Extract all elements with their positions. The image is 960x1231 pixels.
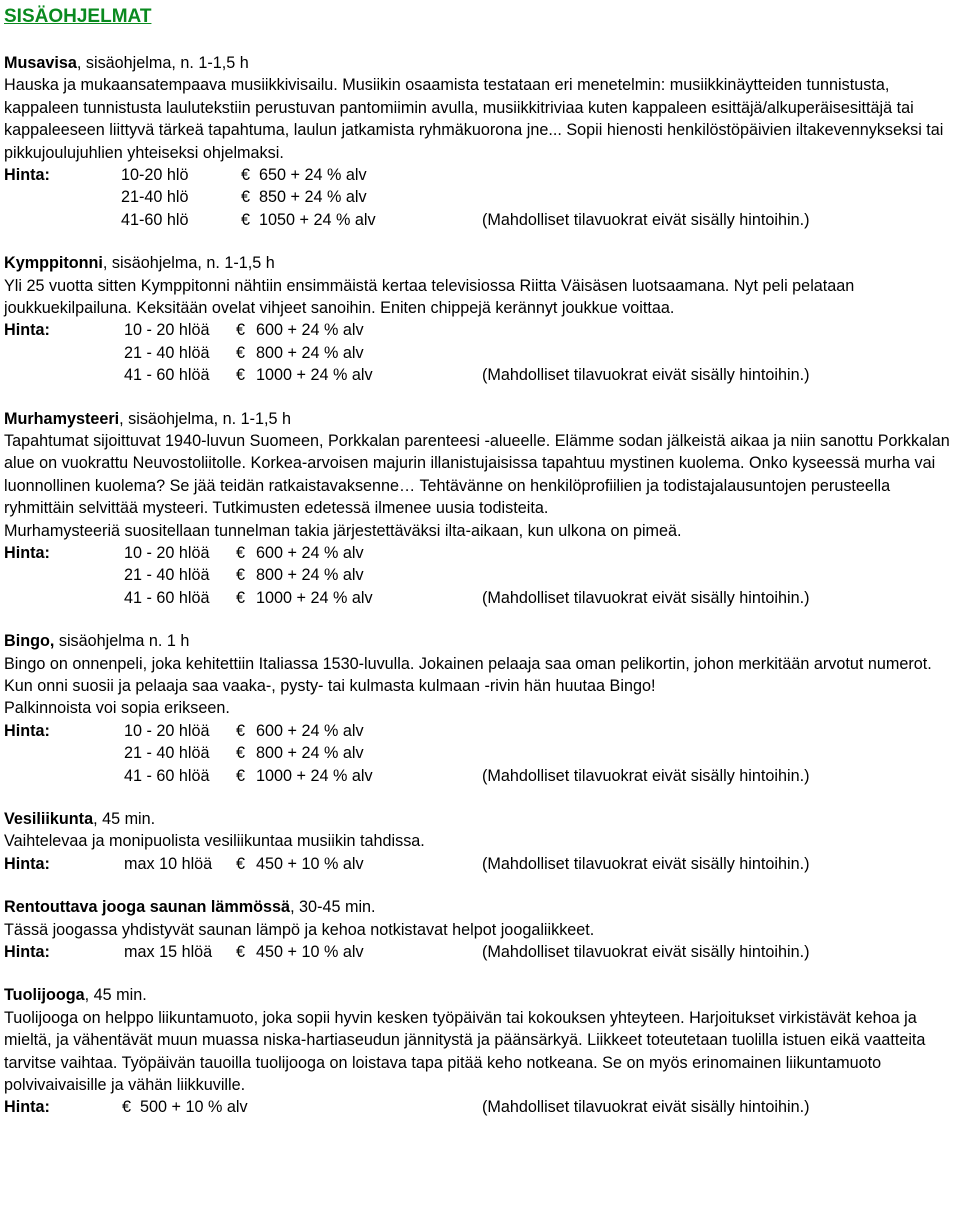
program-description: Palkinnoista voi sopia erikseen. [4, 699, 230, 718]
program-heading [4, 984, 956, 1006]
price-amount: 1000 + 24 % alv [256, 366, 373, 385]
price-amount: 1000 + 24 % alv [256, 588, 373, 607]
euro-sign: € [236, 744, 246, 763]
program-name: Tuolijooga [4, 986, 85, 1005]
program-heading [4, 52, 956, 74]
euro-sign: € [236, 321, 246, 340]
price-note: (Mahdolliset tilavuokrat eivät sisälly hintoihin.) [482, 588, 810, 607]
program-sauna-yoga [4, 896, 956, 963]
program-heading [4, 896, 956, 918]
price-group: 10-20 hlö [121, 166, 189, 185]
price-label: Hinta: [4, 943, 50, 962]
price-label: Hinta: [4, 321, 50, 340]
program-heading [4, 808, 956, 830]
price-row [4, 1096, 956, 1118]
program-musavisa [4, 52, 956, 231]
program-kymppitonni [4, 252, 956, 386]
program-meta: sisäohjelma n. 1 h [54, 632, 190, 651]
program-description: Tuolijooga on helppo liikuntamuoto, joka sopii hyvin kesken työpäivän tai kokouksen yhteyteen. Harjoitukset virkistävät kehoa ja mieltä, ja vähentävät muun muassa niska-hartiaseudun jännitystä ja päänsärkyä. Liikkeet toteutetaan tuolilla istuen eikä vaatteita tarvitse vaihtaa. Työpäivän tauoilla tuolijooga on loistava tapa pitää keho notkeana. Se on myös erinomainen liikuntamuoto polvivaivaisille ja vähän liikkuville. [4, 1008, 926, 1095]
price-row [4, 164, 956, 186]
euro-sign: € [236, 544, 246, 563]
euro-sign: € [241, 166, 251, 185]
euro-sign: € [236, 366, 246, 385]
price-amount: 1050 + 24 % alv [259, 210, 376, 229]
price-row [4, 342, 956, 364]
price-note: (Mahdolliset tilavuokrat eivät sisälly hintoihin.) [482, 366, 810, 385]
price-amount: 800 + 24 % alv [256, 744, 364, 763]
euro-sign: € [236, 766, 246, 785]
price-row [4, 209, 956, 231]
price-amount: 850 + 24 % alv [259, 188, 367, 207]
program-name: Musavisa [4, 54, 77, 72]
program-description: Tapahtumat sijoittuvat 1940-luvun Suomeen, Porkkalan parenteesi -alueelle. Elämme sodan jälkeistä aikaa ja niin sanottu Porkkalan alue on vuokrattu Neuvostoliitolle. Korkea-arvoisen majurin illanistujaisissa tapahtuu mystinen kuolema. Onko kyseessä murha vai luonnollinen kuolema? Se jää teidän ratkaistavaksenne… Tehtävänne on henkilöprofiilien ja todistajalausuntojen perusteella ryhmittäin selvittää mysteeri. Tutkimusten edetessä ilmenee uusia todisteita. [4, 432, 950, 518]
program-description: Bingo on onnenpeli, joka kehitettiin Italiassa 1530-luvulla. Jokainen pelaaja saa oman pelikortin, johon merkitään arvotut numerot. Kun onni suosii ja pelaaja saa vaaka-, pysty- tai kulmasta kulmaan -rivin hän huutaa Bingo! [4, 654, 932, 696]
price-row [4, 742, 956, 764]
program-tuolijooga [4, 984, 956, 1118]
price-group: 21 - 40 hlöä [124, 566, 210, 585]
euro-sign: € [241, 210, 251, 229]
program-description: Vaihtelevaa ja monipuolista vesiliikuntaa musiikin tahdissa. [4, 832, 425, 851]
program-heading [4, 408, 956, 430]
euro-sign: € [241, 188, 251, 207]
program-description: Yli 25 vuotta sitten Kymppitonni nähtiin ensimmäistä kertaa televisiossa Riitta Väisäsen luotsaamana. Nyt peli pelataan joukkuekilpailuna. Keksitään ovelat vihjeet sanoihin. Eniten chippejä kerännyt joukkue voittaa. [4, 276, 855, 318]
program-description: Murhamysteeriä suositellaan tunnelman takia järjestettäväksi ilta-aikaan, kun ulkona on pimeä. [4, 521, 682, 540]
euro-sign: € [236, 566, 246, 585]
price-group: max 10 hlöä [124, 854, 213, 873]
price-row [4, 941, 956, 963]
euro-sign: € [236, 343, 246, 362]
price-amount: 1000 + 24 % alv [256, 766, 373, 785]
euro-sign: € [236, 588, 246, 607]
price-note: (Mahdolliset tilavuokrat eivät sisälly hintoihin.) [482, 766, 810, 785]
price-row [4, 319, 956, 341]
program-name: Murhamysteeri [4, 409, 120, 428]
price-amount: 650 + 24 % alv [259, 166, 367, 185]
price-note: (Mahdolliset tilavuokrat eivät sisälly hintoihin.) [482, 210, 810, 229]
euro-sign: € [122, 1098, 132, 1117]
price-row [4, 364, 956, 386]
price-note: (Mahdolliset tilavuokrat eivät sisälly hintoihin.) [482, 1098, 810, 1117]
program-name: Kymppitonni [4, 254, 103, 273]
program-heading [4, 630, 956, 652]
price-amount: 600 + 24 % alv [256, 321, 364, 340]
price-group: 10 - 20 hlöä [124, 544, 210, 563]
program-meta: , sisäohjelma, n. 1-1,5 h [119, 409, 292, 428]
program-name: Bingo, [4, 632, 55, 651]
program-name: Rentouttava jooga saunan lämmössä [4, 898, 291, 917]
price-row [4, 720, 956, 742]
price-group: 21 - 40 hlöä [124, 343, 210, 362]
price-group: 41 - 60 hlöä [124, 366, 210, 385]
program-meta: , sisäohjelma, n. 1-1,5 h [102, 254, 275, 273]
price-label: Hinta: [4, 1098, 50, 1117]
price-amount: 800 + 24 % alv [256, 343, 364, 362]
program-meta: , sisäohjelma, n. 1-1,5 h [76, 54, 249, 72]
euro-sign: € [236, 943, 246, 962]
price-amount: 800 + 24 % alv [256, 566, 364, 585]
price-group: 21-40 hlö [121, 188, 189, 207]
program-description: Hauska ja mukaansatempaava musiikkivisailu. Musiikin osaamista testataan eri menetelmin: musiikkinäytteiden tunnistusta, kappaleen tunnistusta laulutekstiin perustuvan pantomiimin avulla, musiikkitriviaa kuten kappaleen esittäjä/alkuperäisesittäjä tai kappaleeseen liittyvä tärkeä tapahtuma, laulun jatkamista ryhmäkuorona jne... Sopii hienosti henkilöstöpäivien iltakevennykseksi tai pikkujoulujuhlien yhteiseksi ohjelmaksi. [4, 76, 944, 162]
euro-sign: € [236, 854, 246, 873]
price-row [4, 542, 956, 564]
program-vesiliikunta [4, 808, 956, 875]
price-amount: 500 + 10 % alv [140, 1098, 248, 1117]
price-label: Hinta: [4, 166, 50, 185]
price-group: 21 - 40 hlöä [124, 744, 210, 763]
program-bingo [4, 630, 956, 787]
program-murhamysteeri [4, 408, 956, 610]
price-group: max 15 hlöä [124, 943, 213, 962]
price-group: 10 - 20 hlöä [124, 321, 210, 340]
program-meta: , 45 min. [93, 810, 156, 828]
price-group: 10 - 20 hlöä [124, 721, 210, 740]
program-meta: , 45 min. [84, 986, 147, 1005]
program-name: Vesiliikunta [4, 810, 94, 828]
price-group: 41-60 hlö [121, 210, 189, 229]
euro-sign: € [236, 721, 246, 740]
price-row [4, 587, 956, 609]
price-row [4, 853, 956, 875]
price-note: (Mahdolliset tilavuokrat eivät sisälly hintoihin.) [482, 943, 810, 962]
price-group: 41 - 60 hlöä [124, 588, 210, 607]
price-note: (Mahdolliset tilavuokrat eivät sisälly hintoihin.) [482, 854, 810, 873]
price-amount: 450 + 10 % alv [256, 854, 364, 873]
price-amount: 450 + 10 % alv [256, 943, 364, 962]
price-row [4, 765, 956, 787]
page-title: SISÄOHJELMAT [4, 6, 152, 27]
price-row [4, 186, 956, 208]
price-row [4, 564, 956, 586]
price-amount: 600 + 24 % alv [256, 721, 364, 740]
price-group: 41 - 60 hlöä [124, 766, 210, 785]
price-label: Hinta: [4, 721, 50, 740]
price-label: Hinta: [4, 854, 50, 873]
price-amount: 600 + 24 % alv [256, 544, 364, 563]
program-description: Tässä joogassa yhdistyvät saunan lämpö ja kehoa notkistavat helpot joogaliikkeet. [4, 920, 595, 939]
program-heading [4, 252, 956, 274]
program-meta: , 30-45 min. [290, 898, 376, 917]
price-label: Hinta: [4, 544, 50, 563]
